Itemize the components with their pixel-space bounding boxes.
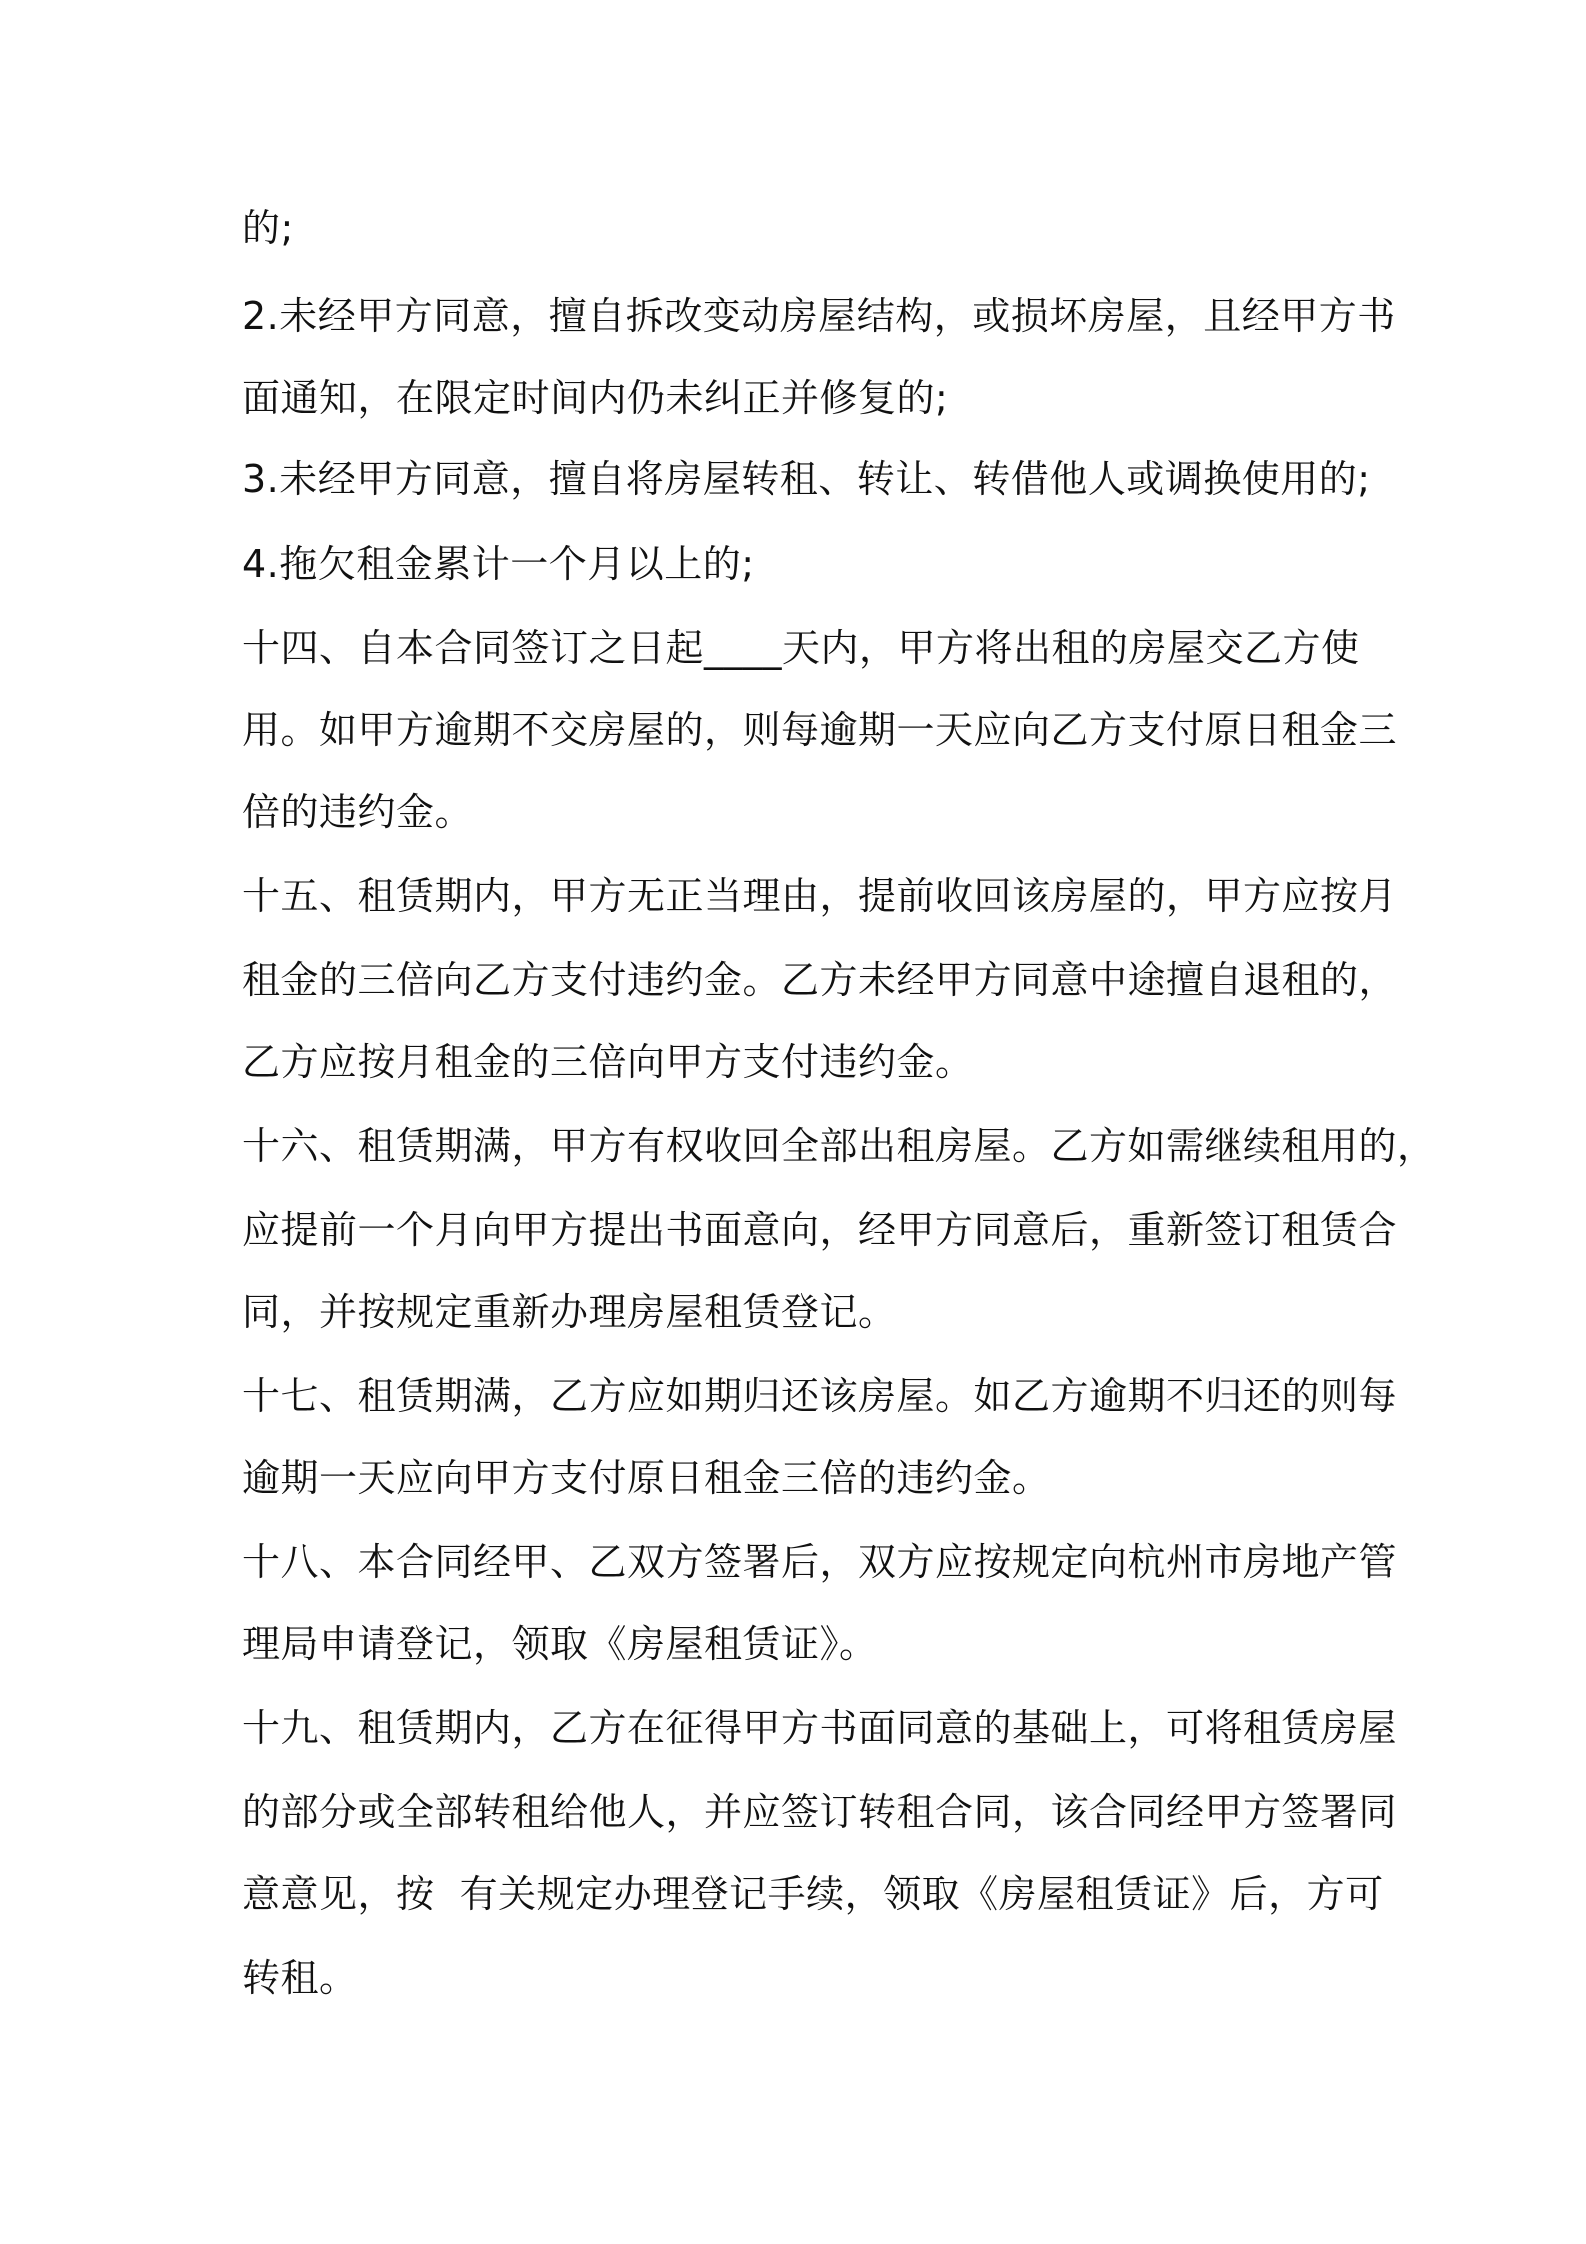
text-line: 十九、租赁期内，乙方在征得甲方书面同意的基础上，可将租赁房屋 bbox=[242, 1706, 1398, 1750]
text-line: 理局申请登记，领取《房屋租赁证》。 bbox=[242, 1622, 878, 1666]
text-line: 3.未经甲方同意，擅自将房屋转租、转让、转借他人或调换使用的; bbox=[242, 457, 1371, 501]
text-line: 逾期一天应向甲方支付原日租金三倍的违约金。 bbox=[242, 1456, 1051, 1500]
text-line: 十八、本合同经甲、乙双方签署后，双方应按规定向杭州市房地产管 bbox=[242, 1540, 1398, 1584]
text-line: 同，并按规定重新办理房屋租赁登记。 bbox=[242, 1290, 897, 1334]
text-line: 十四、自本合同签订之日起____天内，甲方将出租的房屋交乙方使 bbox=[242, 626, 1360, 670]
text-line: 用。如甲方逾期不交房屋的，则每逾期一天应向乙方支付原日租金三 bbox=[242, 708, 1398, 752]
text-line: 租金的三倍向乙方支付违约金。乙方未经甲方同意中途擅自退租的， bbox=[242, 958, 1398, 1002]
text-line: 面通知，在限定时间内仍未纠正并修复的; bbox=[242, 376, 949, 420]
text-line: 十七、租赁期满，乙方应如期归还该房屋。如乙方逾期不归还的则每 bbox=[242, 1374, 1398, 1418]
text-line: 意意见，按 有关规定办理登记手续，领取《房屋租赁证》后，方可 bbox=[242, 1872, 1384, 1916]
text-line: 4.拖欠租金累计一个月以上的; bbox=[242, 542, 755, 586]
text-line: 应提前一个月向甲方提出书面意向，经甲方同意后，重新签订租赁合 bbox=[242, 1208, 1398, 1252]
text-line: 十五、租赁期内，甲方无正当理由，提前收回该房屋的，甲方应按月 bbox=[242, 874, 1398, 918]
text-line: 乙方应按月租金的三倍向甲方支付违约金。 bbox=[242, 1040, 974, 1084]
text-line: 的; bbox=[242, 206, 294, 250]
text-line: 2.未经甲方同意，擅自拆改变动房屋结构，或损坏房屋，且经甲方书 bbox=[242, 294, 1396, 338]
text-line: 转租。 bbox=[242, 1956, 358, 2000]
text-line: 倍的违约金。 bbox=[242, 790, 474, 834]
text-line: 十六、租赁期满，甲方有权收回全部出租房屋。乙方如需继续租用的， bbox=[242, 1124, 1436, 1168]
text-line: 的部分或全部转租给他人，并应签订转租合同，该合同经甲方签署同 bbox=[242, 1790, 1398, 1834]
